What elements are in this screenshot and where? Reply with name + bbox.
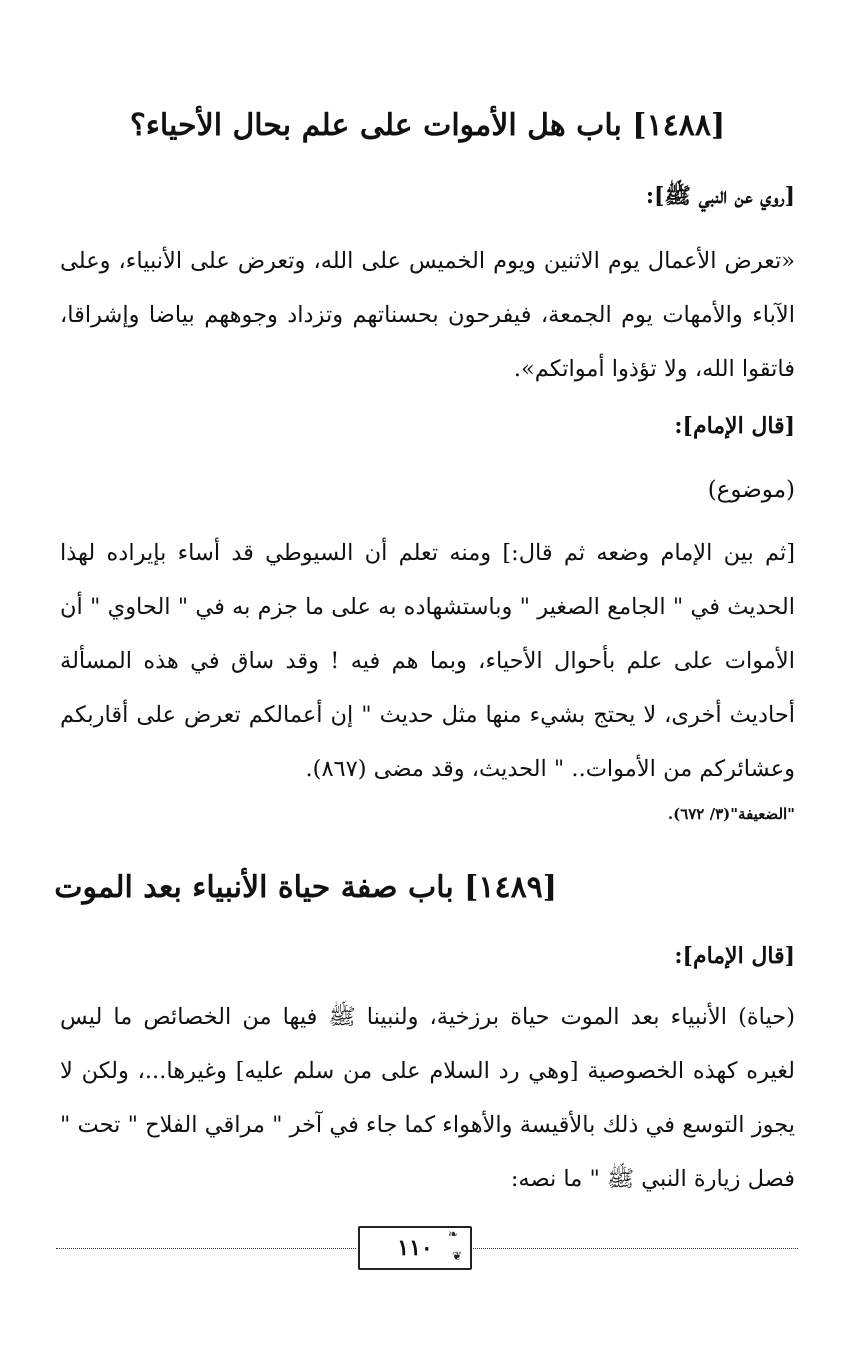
- hadith-text: «تعرض الأعمال يوم الاثنين ويوم الخميس على الله، وتعرض على الأنبياء، وعلى الآباء والأمهات يوم الجمعة، فيفرحون بحسناتهم وتزداد وجوههم بياضا وإشراقا، فاتقوا الله، ولا تؤذوا أمواتكم».: [60, 248, 795, 382]
- section2-text: (حياة) الأنبياء بعد الموت حياة برزخية، ولنبينا ﷺ فيها من الخصائص ما ليس لغيره كهذه الخصوصية [وهي رد السلام على من سلم عليه] وغيرها...، ولكن لا يجوز التوسع في ذلك بالأقيسة والأهواء كما جاء في آخر " مراقي الفلاح " تحت " فصل زيارة النبي ﷺ " ما نصه:: [60, 1004, 795, 1192]
- page-number: ١١٠: [397, 1235, 433, 1261]
- narration-label: [روي عن النبي ﷺ]:: [645, 183, 795, 209]
- reference-note: "الضعيفة"(٣/ ٦٧٢).: [667, 805, 795, 823]
- section-heading-1488: [١٤٨٨] باب هل الأموات على علم بحال الأحياء؟: [129, 108, 726, 143]
- ornament-top-right-icon: ❧: [447, 1227, 458, 1241]
- ornament-bottom-right-icon: ❦: [451, 1249, 462, 1263]
- verdict-text: (موضوع): [707, 477, 795, 503]
- section-heading-1489: [١٤٨٩] باب صفة حياة الأنبياء بعد الموت: [54, 870, 557, 905]
- imam-label-1: [قال الإمام]:: [674, 413, 795, 439]
- imam-label-2: [قال الإمام]:: [674, 943, 795, 969]
- commentary-text: [ثم بين الإمام وضعه ثم قال:] ومنه تعلم أن السيوطي قد أساء بإيراده لهذا الحديث في " الجامع الصغير " وباستشهاده به على ما جزم به في " الحاوي " أن الأموات على علم بأحوال الأحياء، وبما هم فيه ! وقد ساق في هذه المسألة أحاديث أخرى، لا يحتج بشيء منها مثل حديث " إن أعمالكم تعرض على أقاربكم وعشائركم من الأموات.. " الحديث، وقد مضى (٨٦٧).: [60, 540, 795, 782]
- footer-rule-left: [56, 1248, 356, 1249]
- footer-rule-right: [470, 1248, 798, 1249]
